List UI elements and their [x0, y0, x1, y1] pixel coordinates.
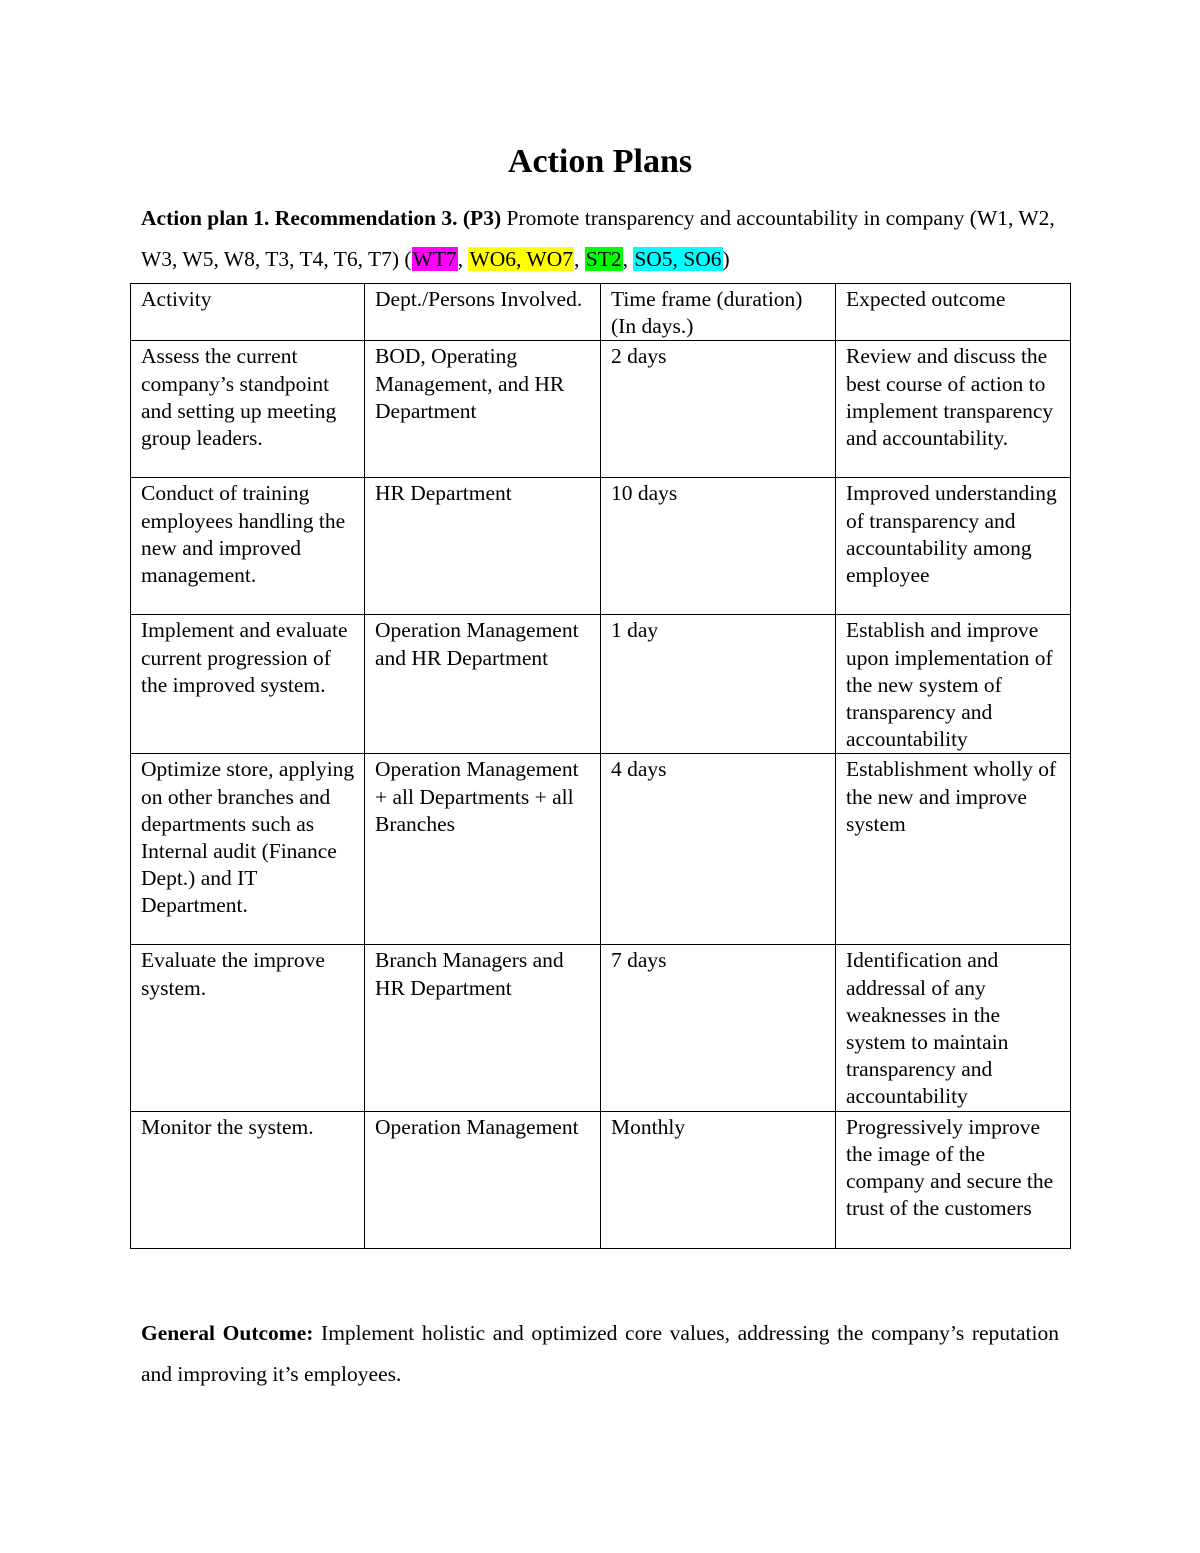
header-dept-persons: Dept./Persons Involved. [365, 284, 601, 341]
cell-time-frame: Monthly [601, 1111, 836, 1248]
code-so-highlight: SO5, SO6 [634, 247, 722, 271]
code-separator: , [622, 247, 634, 271]
action-plan-heading: Action plan 1. Recommendation 3. (P3) [141, 206, 502, 230]
general-outcome-text: Implement holistic and optimized core values, addressing the company’s reputation and improving it’s employees. [141, 1321, 1060, 1386]
code-st2-highlight: ST2 [585, 247, 622, 271]
general-outcome-label: General Outcome: [141, 1321, 314, 1345]
cell-time-frame: 7 days [601, 945, 836, 1111]
cell-time-frame: 10 days [601, 478, 836, 615]
action-plan-table [130, 283, 1071, 1249]
cell-outcome: Identification and addressal of any weaknesses in the system to maintain transparency and accountability [836, 945, 1071, 1111]
cell-activity: Conduct of training employees handling the new and improved management. [131, 478, 365, 615]
cell-outcome: Improved understanding of transparency and accountability among employee [836, 478, 1071, 615]
code-wo-highlight: WO6, WO7 [469, 247, 573, 271]
table-row [131, 945, 1071, 1111]
cell-time-frame: 2 days [601, 341, 836, 478]
cell-dept: Operation Management + all Departments + all Branches [365, 754, 601, 945]
cell-dept: HR Department [365, 478, 601, 615]
cell-outcome: Review and discuss the best course of action to implement transparency and accountability. [836, 341, 1071, 478]
table-row [131, 1111, 1071, 1248]
cell-dept: Operation Management [365, 1111, 601, 1248]
cell-outcome: Establish and improve upon implementation of the new system of transparency and accountability [836, 615, 1071, 754]
table-row [131, 754, 1071, 945]
header-activity: Activity [131, 284, 365, 341]
cell-outcome: Progressively improve the image of the company and secure the trust of the customers [836, 1111, 1071, 1248]
table-row [131, 341, 1071, 478]
cell-activity: Assess the current company’s standpoint and setting up meeting group leaders. [131, 341, 365, 478]
cell-activity: Evaluate the improve system. [131, 945, 365, 1111]
cell-activity: Monitor the system. [131, 1111, 365, 1248]
header-time-frame: Time frame (duration) (In days.) [601, 284, 836, 341]
table-row [131, 615, 1071, 754]
cell-time-frame: 4 days [601, 754, 836, 945]
code-separator: , [573, 247, 585, 271]
code-close-paren: ) [722, 247, 730, 271]
cell-dept: Operation Management and HR Department [365, 615, 601, 754]
table-row [131, 478, 1071, 615]
cell-activity: Optimize store, applying on other branches and departments such as Internal audit (Finance Dept.) and IT Department. [131, 754, 365, 945]
cell-activity: Implement and evaluate current progression of the improved system. [131, 615, 365, 754]
cell-dept: Branch Managers and HR Department [365, 945, 601, 1111]
action-plan-description: Promote transparency and accountability in company (W1, W2, W3, W5, W8, T3, T4, T6, T7) ( [141, 206, 1055, 271]
code-separator: , [457, 247, 469, 271]
action-plan-intro [141, 198, 1081, 280]
cell-time-frame: 1 day [601, 615, 836, 754]
code-wt7-highlight: WT7 [412, 247, 457, 271]
cell-outcome: Establishment wholly of the new and improve system [836, 754, 1071, 945]
page-title: Action Plans [507, 143, 693, 180]
general-outcome [141, 1313, 1059, 1395]
header-expected-outcome: Expected outcome [836, 284, 1071, 341]
table-header-row [131, 284, 1071, 341]
cell-dept: BOD, Operating Management, and HR Department [365, 341, 601, 478]
